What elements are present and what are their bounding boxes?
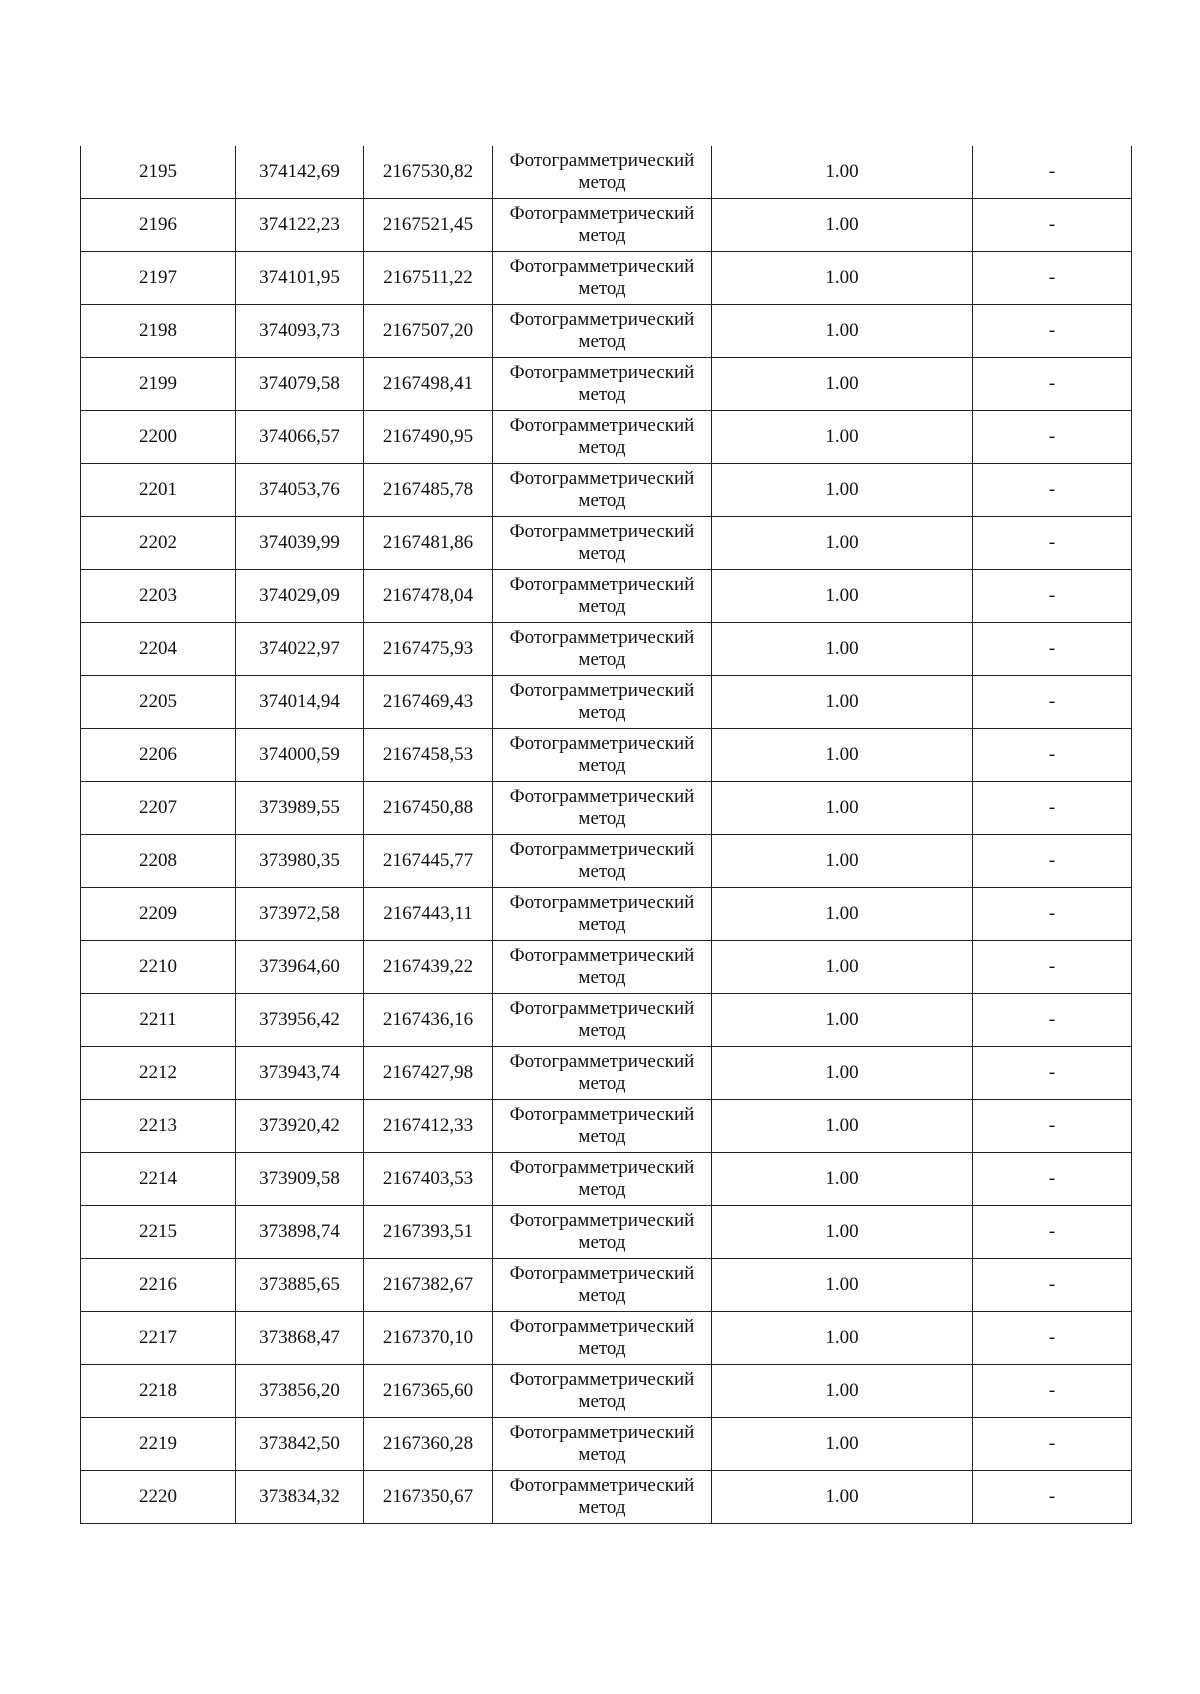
note-cell: -: [973, 1259, 1132, 1312]
method-line-1: Фотограмметрический: [509, 309, 695, 330]
accuracy-cell: 1.00: [712, 570, 973, 623]
note-cell: -: [973, 464, 1132, 517]
y-coordinate-cell: 2167530,82: [364, 146, 493, 199]
point-number-cell: 2204: [81, 623, 236, 676]
x-coordinate-cell: 374101,95: [236, 252, 364, 305]
x-coordinate-cell: 373842,50: [236, 1418, 364, 1471]
y-coordinate-cell: 2167511,22: [364, 252, 493, 305]
table-row: [81, 1100, 1132, 1153]
x-coordinate-cell: 373868,47: [236, 1312, 364, 1365]
point-number-cell: 2205: [81, 676, 236, 729]
note-cell: -: [973, 888, 1132, 941]
point-number-cell: 2206: [81, 729, 236, 782]
x-coordinate-cell: 373964,60: [236, 941, 364, 994]
accuracy-cell: 1.00: [712, 1312, 973, 1365]
method-line-1: Фотограмметрический: [509, 574, 695, 595]
note-cell: -: [973, 146, 1132, 199]
coordinates-table: [80, 146, 1132, 1524]
method-cell: [493, 1047, 712, 1100]
method-line-2: метод: [578, 914, 626, 935]
point-number-cell: 2212: [81, 1047, 236, 1100]
method-cell: [493, 570, 712, 623]
method-line-2: метод: [578, 1444, 626, 1465]
accuracy-cell: 1.00: [712, 676, 973, 729]
method-line-2: метод: [578, 543, 626, 564]
method-line-1: Фотограмметрический: [509, 521, 695, 542]
y-coordinate-cell: 2167370,10: [364, 1312, 493, 1365]
x-coordinate-cell: 373989,55: [236, 782, 364, 835]
x-coordinate-cell: 374122,23: [236, 199, 364, 252]
method-line-2: метод: [578, 649, 626, 670]
method-cell: [493, 464, 712, 517]
table-row: [81, 729, 1132, 782]
y-coordinate-cell: 2167365,60: [364, 1365, 493, 1418]
note-cell: -: [973, 835, 1132, 888]
point-number-cell: 2220: [81, 1471, 236, 1524]
method-cell: [493, 411, 712, 464]
method-line-1: Фотограмметрический: [509, 1475, 695, 1496]
y-coordinate-cell: 2167498,41: [364, 358, 493, 411]
method-line-1: Фотограмметрический: [509, 839, 695, 860]
method-line-2: метод: [578, 384, 626, 405]
x-coordinate-cell: 374066,57: [236, 411, 364, 464]
point-number-cell: 2200: [81, 411, 236, 464]
y-coordinate-cell: 2167478,04: [364, 570, 493, 623]
table-row: [81, 835, 1132, 888]
method-line-1: Фотограмметрический: [509, 1157, 695, 1178]
x-coordinate-cell: 374000,59: [236, 729, 364, 782]
method-line-1: Фотограмметрический: [509, 680, 695, 701]
x-coordinate-cell: 374093,73: [236, 305, 364, 358]
table-row: [81, 1471, 1132, 1524]
method-line-2: метод: [578, 596, 626, 617]
method-line-1: Фотограмметрический: [509, 468, 695, 489]
accuracy-cell: 1.00: [712, 994, 973, 1047]
table-row: [81, 411, 1132, 464]
y-coordinate-cell: 2167481,86: [364, 517, 493, 570]
table-row: [81, 1206, 1132, 1259]
y-coordinate-cell: 2167412,33: [364, 1100, 493, 1153]
note-cell: -: [973, 1312, 1132, 1365]
x-coordinate-cell: 373972,58: [236, 888, 364, 941]
table-row: [81, 1153, 1132, 1206]
note-cell: -: [973, 517, 1132, 570]
point-number-cell: 2209: [81, 888, 236, 941]
method-line-2: метод: [578, 808, 626, 829]
x-coordinate-cell: 373956,42: [236, 994, 364, 1047]
x-coordinate-cell: 373856,20: [236, 1365, 364, 1418]
point-number-cell: 2196: [81, 199, 236, 252]
y-coordinate-cell: 2167469,43: [364, 676, 493, 729]
note-cell: -: [973, 1153, 1132, 1206]
x-coordinate-cell: 373920,42: [236, 1100, 364, 1153]
accuracy-cell: 1.00: [712, 1206, 973, 1259]
y-coordinate-cell: 2167360,28: [364, 1418, 493, 1471]
y-coordinate-cell: 2167458,53: [364, 729, 493, 782]
x-coordinate-cell: 374079,58: [236, 358, 364, 411]
method-line-1: Фотограмметрический: [509, 1369, 695, 1390]
point-number-cell: 2207: [81, 782, 236, 835]
note-cell: -: [973, 782, 1132, 835]
note-cell: -: [973, 1047, 1132, 1100]
method-line-1: Фотограмметрический: [509, 627, 695, 648]
y-coordinate-cell: 2167439,22: [364, 941, 493, 994]
point-number-cell: 2214: [81, 1153, 236, 1206]
point-number-cell: 2203: [81, 570, 236, 623]
point-number-cell: 2208: [81, 835, 236, 888]
method-line-2: метод: [578, 967, 626, 988]
accuracy-cell: 1.00: [712, 1365, 973, 1418]
method-line-2: метод: [578, 1285, 626, 1306]
table-row: [81, 994, 1132, 1047]
accuracy-cell: 1.00: [712, 941, 973, 994]
method-line-1: Фотограмметрический: [509, 892, 695, 913]
method-line-1: Фотограмметрический: [509, 150, 695, 171]
coordinates-table-body: [81, 146, 1132, 1524]
note-cell: -: [973, 994, 1132, 1047]
accuracy-cell: 1.00: [712, 1259, 973, 1312]
x-coordinate-cell: 373898,74: [236, 1206, 364, 1259]
method-line-1: Фотограмметрический: [509, 1051, 695, 1072]
table-row: [81, 146, 1132, 199]
accuracy-cell: 1.00: [712, 464, 973, 517]
method-line-1: Фотограмметрический: [509, 203, 695, 224]
point-number-cell: 2198: [81, 305, 236, 358]
x-coordinate-cell: 374142,69: [236, 146, 364, 199]
x-coordinate-cell: 374022,97: [236, 623, 364, 676]
table-row: [81, 1047, 1132, 1100]
note-cell: -: [973, 305, 1132, 358]
note-cell: -: [973, 1206, 1132, 1259]
accuracy-cell: 1.00: [712, 1100, 973, 1153]
y-coordinate-cell: 2167350,67: [364, 1471, 493, 1524]
point-number-cell: 2195: [81, 146, 236, 199]
method-line-2: метод: [578, 1073, 626, 1094]
x-coordinate-cell: 373834,32: [236, 1471, 364, 1524]
point-number-cell: 2202: [81, 517, 236, 570]
method-line-1: Фотограмметрический: [509, 415, 695, 436]
method-cell: [493, 676, 712, 729]
accuracy-cell: 1.00: [712, 1153, 973, 1206]
method-cell: [493, 994, 712, 1047]
accuracy-cell: 1.00: [712, 517, 973, 570]
x-coordinate-cell: 374029,09: [236, 570, 364, 623]
x-coordinate-cell: 373909,58: [236, 1153, 364, 1206]
point-number-cell: 2213: [81, 1100, 236, 1153]
method-line-1: Фотограмметрический: [509, 786, 695, 807]
table-row: [81, 464, 1132, 517]
note-cell: -: [973, 729, 1132, 782]
method-line-2: метод: [578, 278, 626, 299]
x-coordinate-cell: 373943,74: [236, 1047, 364, 1100]
y-coordinate-cell: 2167450,88: [364, 782, 493, 835]
method-line-2: метод: [578, 172, 626, 193]
method-line-1: Фотограмметрический: [509, 1316, 695, 1337]
table-row: [81, 305, 1132, 358]
method-line-2: метод: [578, 1179, 626, 1200]
y-coordinate-cell: 2167445,77: [364, 835, 493, 888]
method-cell: [493, 1100, 712, 1153]
table-row: [81, 782, 1132, 835]
note-cell: -: [973, 570, 1132, 623]
method-line-1: Фотограмметрический: [509, 1422, 695, 1443]
method-cell: [493, 835, 712, 888]
y-coordinate-cell: 2167521,45: [364, 199, 493, 252]
method-cell: [493, 729, 712, 782]
point-number-cell: 2211: [81, 994, 236, 1047]
table-row: [81, 199, 1132, 252]
note-cell: -: [973, 1418, 1132, 1471]
table-row: [81, 517, 1132, 570]
method-cell: [493, 146, 712, 199]
y-coordinate-cell: 2167507,20: [364, 305, 493, 358]
method-cell: [493, 1206, 712, 1259]
note-cell: -: [973, 1471, 1132, 1524]
accuracy-cell: 1.00: [712, 1471, 973, 1524]
accuracy-cell: 1.00: [712, 305, 973, 358]
table-row: [81, 623, 1132, 676]
accuracy-cell: 1.00: [712, 358, 973, 411]
accuracy-cell: 1.00: [712, 888, 973, 941]
y-coordinate-cell: 2167382,67: [364, 1259, 493, 1312]
note-cell: -: [973, 623, 1132, 676]
note-cell: -: [973, 358, 1132, 411]
accuracy-cell: 1.00: [712, 1418, 973, 1471]
note-cell: -: [973, 676, 1132, 729]
method-cell: [493, 1471, 712, 1524]
method-line-2: метод: [578, 1391, 626, 1412]
method-cell: [493, 1153, 712, 1206]
y-coordinate-cell: 2167427,98: [364, 1047, 493, 1100]
table-row: [81, 570, 1132, 623]
x-coordinate-cell: 373885,65: [236, 1259, 364, 1312]
x-coordinate-cell: 374053,76: [236, 464, 364, 517]
method-line-1: Фотограмметрический: [509, 1104, 695, 1125]
method-line-1: Фотограмметрический: [509, 362, 695, 383]
method-line-2: метод: [578, 702, 626, 723]
note-cell: -: [973, 252, 1132, 305]
method-line-2: метод: [578, 861, 626, 882]
table-row: [81, 252, 1132, 305]
method-line-2: метод: [578, 1232, 626, 1253]
method-line-1: Фотограмметрический: [509, 998, 695, 1019]
note-cell: -: [973, 199, 1132, 252]
method-line-2: метод: [578, 437, 626, 458]
accuracy-cell: 1.00: [712, 411, 973, 464]
point-number-cell: 2217: [81, 1312, 236, 1365]
accuracy-cell: 1.00: [712, 252, 973, 305]
y-coordinate-cell: 2167443,11: [364, 888, 493, 941]
note-cell: -: [973, 941, 1132, 994]
method-cell: [493, 941, 712, 994]
y-coordinate-cell: 2167393,51: [364, 1206, 493, 1259]
x-coordinate-cell: 373980,35: [236, 835, 364, 888]
method-line-2: метод: [578, 225, 626, 246]
method-cell: [493, 199, 712, 252]
method-cell: [493, 1418, 712, 1471]
method-line-2: метод: [578, 1020, 626, 1041]
point-number-cell: 2216: [81, 1259, 236, 1312]
method-line-1: Фотограмметрический: [509, 1263, 695, 1284]
note-cell: -: [973, 1100, 1132, 1153]
point-number-cell: 2218: [81, 1365, 236, 1418]
method-line-2: метод: [578, 331, 626, 352]
method-line-2: метод: [578, 755, 626, 776]
point-number-cell: 2201: [81, 464, 236, 517]
table-row: [81, 888, 1132, 941]
accuracy-cell: 1.00: [712, 1047, 973, 1100]
table-row: [81, 1418, 1132, 1471]
method-line-2: метод: [578, 1338, 626, 1359]
point-number-cell: 2199: [81, 358, 236, 411]
point-number-cell: 2210: [81, 941, 236, 994]
method-line-1: Фотограмметрический: [509, 1210, 695, 1231]
accuracy-cell: 1.00: [712, 729, 973, 782]
method-cell: [493, 252, 712, 305]
accuracy-cell: 1.00: [712, 835, 973, 888]
method-cell: [493, 782, 712, 835]
table-row: [81, 1365, 1132, 1418]
table-row: [81, 1259, 1132, 1312]
table-row: [81, 676, 1132, 729]
method-line-1: Фотограмметрический: [509, 945, 695, 966]
method-line-2: метод: [578, 1126, 626, 1147]
point-number-cell: 2219: [81, 1418, 236, 1471]
method-line-1: Фотограмметрический: [509, 733, 695, 754]
note-cell: -: [973, 1365, 1132, 1418]
y-coordinate-cell: 2167475,93: [364, 623, 493, 676]
table-row: [81, 1312, 1132, 1365]
accuracy-cell: 1.00: [712, 782, 973, 835]
y-coordinate-cell: 2167485,78: [364, 464, 493, 517]
accuracy-cell: 1.00: [712, 623, 973, 676]
accuracy-cell: 1.00: [712, 199, 973, 252]
y-coordinate-cell: 2167403,53: [364, 1153, 493, 1206]
note-cell: -: [973, 411, 1132, 464]
point-number-cell: 2197: [81, 252, 236, 305]
table-row: [81, 358, 1132, 411]
method-cell: [493, 1365, 712, 1418]
point-number-cell: 2215: [81, 1206, 236, 1259]
method-cell: [493, 1312, 712, 1365]
method-cell: [493, 517, 712, 570]
y-coordinate-cell: 2167490,95: [364, 411, 493, 464]
method-cell: [493, 305, 712, 358]
method-cell: [493, 1259, 712, 1312]
method-cell: [493, 623, 712, 676]
method-line-2: метод: [578, 490, 626, 511]
x-coordinate-cell: 374014,94: [236, 676, 364, 729]
method-line-2: метод: [578, 1497, 626, 1518]
x-coordinate-cell: 374039,99: [236, 517, 364, 570]
table-row: [81, 941, 1132, 994]
method-line-1: Фотограмметрический: [509, 256, 695, 277]
method-cell: [493, 888, 712, 941]
accuracy-cell: 1.00: [712, 146, 973, 199]
method-cell: [493, 358, 712, 411]
y-coordinate-cell: 2167436,16: [364, 994, 493, 1047]
